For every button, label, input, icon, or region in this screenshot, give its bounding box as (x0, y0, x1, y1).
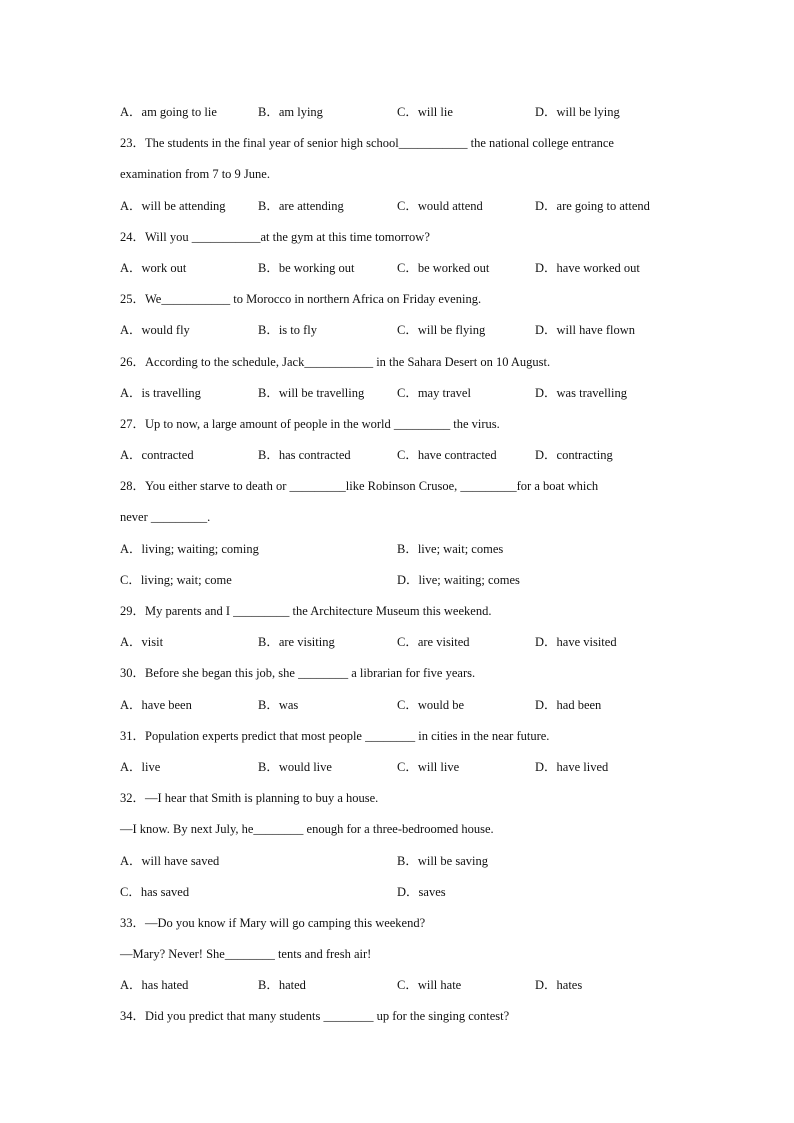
q23-option-c[interactable]: C．would attend (397, 198, 483, 213)
q33-option-b[interactable]: B．hated (258, 978, 306, 993)
q33-options (120, 974, 680, 1005)
q22-option-b[interactable]: B．am lying (258, 105, 323, 119)
worksheet-page (120, 101, 680, 1037)
q28-option-d[interactable]: D．live; waiting; comes (397, 572, 520, 587)
q32-stem-line1: 32．—I hear that Smith is planning to buy a house. (120, 791, 379, 806)
q27-stem: 27．Up to now, a large amount of people in the world _________ the virus. (120, 416, 500, 431)
q27-option-b[interactable]: B．has contracted (258, 448, 351, 463)
q27-option-d[interactable]: D．contracting (535, 448, 613, 463)
q23-options (120, 195, 680, 226)
q32-option-b[interactable]: B．will be saving (397, 853, 488, 868)
q24-stem: 24．Will you ___________at the gym at this time tomorrow? (120, 229, 430, 244)
q32-stem-line2: —I know. By next July, he________ enough for a three-bedroomed house. (120, 822, 494, 837)
q28-option-c[interactable]: C．living; wait; come (120, 572, 232, 587)
q26-option-d[interactable]: D．was travelling (535, 385, 627, 400)
q29-option-c[interactable]: C．are visited (397, 635, 470, 650)
q31-option-b[interactable]: B．would live (258, 759, 332, 774)
q30-option-b[interactable]: B．was (258, 697, 299, 712)
q29-stem: 29．My parents and I _________ the Architecture Museum this weekend. (120, 604, 492, 618)
q25-option-b[interactable]: B．is to fly (258, 323, 318, 338)
q22-option-d[interactable]: D．will be lying (535, 105, 620, 119)
q22-options (120, 101, 680, 132)
q25-option-d[interactable]: D．will have flown (535, 323, 635, 338)
q30-option-c[interactable]: C．would be (397, 697, 465, 712)
q26-stem: 26．According to the schedule, Jack___________ in the Sahara Desert on 10 August. (120, 354, 551, 369)
q23-option-b[interactable]: B．are attending (258, 198, 344, 213)
q23-stem-line1: 23．The students in the final year of senior high school___________ the national college entrance (120, 136, 614, 151)
q28-option-b[interactable]: B．live; wait; comes (397, 541, 504, 556)
q31-stem: 31．Population experts predict that most people ________ in cities in the near future. (120, 728, 550, 743)
q23-option-d[interactable]: D．are going to attend (535, 198, 650, 213)
q28-options-row2 (120, 569, 680, 600)
q32-options-row2 (120, 881, 680, 912)
q34-stem: 34．Did you predict that many students ________ up for the singing contest? (120, 1009, 510, 1024)
q31-option-d[interactable]: D．have lived (535, 759, 609, 774)
q25-stem: 25．We___________ to Morocco in northern Africa on Friday evening. (120, 292, 482, 307)
q30-option-a[interactable]: A．have been (120, 697, 192, 712)
q33-option-a[interactable]: A．has hated (120, 978, 189, 993)
q28-option-a[interactable]: A．living; waiting; coming (120, 541, 259, 556)
q23-option-a[interactable]: A．will be attending (120, 198, 226, 213)
q26-option-a[interactable]: A．is travelling (120, 385, 201, 400)
q27-option-c[interactable]: C．have contracted (397, 448, 497, 463)
q24-option-c[interactable]: C．be worked out (397, 260, 490, 275)
q32-options-row1 (120, 850, 680, 881)
q33-option-c[interactable]: C．will hate (397, 978, 462, 993)
q32-option-a[interactable]: A．will have saved (120, 853, 220, 868)
q28-options-row1 (120, 538, 680, 569)
q30-options (120, 694, 680, 725)
q27-option-a[interactable]: A．contracted (120, 448, 194, 463)
q23-stem-line2: examination from 7 to 9 June. (120, 167, 270, 182)
q33-stem-line2: —Mary? Never! She________ tents and fresh air! (120, 947, 372, 962)
q31-options (120, 756, 680, 787)
q27-options (120, 444, 680, 475)
q25-options (120, 319, 680, 350)
q24-option-a[interactable]: A．work out (120, 260, 187, 275)
q29-option-a[interactable]: A．visit (120, 635, 164, 650)
q29-option-d[interactable]: D．have visited (535, 635, 617, 650)
q22-option-a[interactable]: A．am going to lie (120, 105, 217, 119)
q22-option-c[interactable]: C．will lie (397, 105, 453, 119)
q30-stem: 30．Before she began this job, she ________ a librarian for five years. (120, 666, 476, 681)
q28-stem-line1: 28．You either starve to death or _________like Robinson Crusoe, _________for a boat which (120, 479, 599, 494)
q26-option-c[interactable]: C．may travel (397, 385, 471, 400)
q33-stem-line1: 33．—Do you know if Mary will go camping this weekend? (120, 915, 426, 930)
q29-option-b[interactable]: B．are visiting (258, 635, 335, 650)
q31-option-a[interactable]: A．live (120, 759, 161, 774)
q32-option-d[interactable]: D．saves (397, 884, 446, 899)
q25-option-c[interactable]: C．will be flying (397, 323, 486, 338)
q24-option-d[interactable]: D．have worked out (535, 260, 640, 275)
q26-options (120, 382, 680, 413)
q31-option-c[interactable]: C．will live (397, 759, 460, 774)
q24-option-b[interactable]: B．be working out (258, 260, 355, 275)
q28-stem-line2: never _________. (120, 510, 211, 525)
q30-option-d[interactable]: D．had been (535, 697, 602, 712)
q33-option-d[interactable]: D．hates (535, 978, 583, 993)
q25-option-a[interactable]: A．would fly (120, 323, 190, 338)
q26-option-b[interactable]: B．will be travelling (258, 385, 365, 400)
q29-options (120, 631, 680, 662)
q32-option-c[interactable]: C．has saved (120, 884, 190, 899)
q24-options (120, 257, 680, 288)
